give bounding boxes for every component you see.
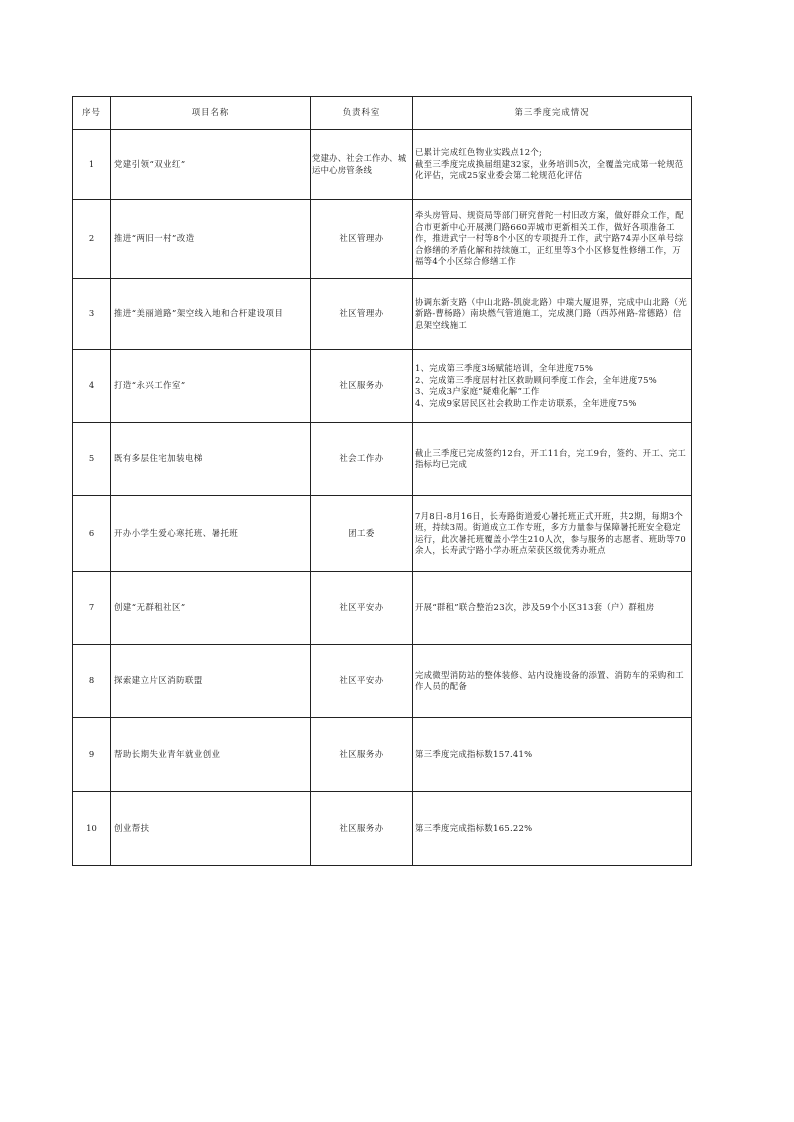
table-row bbox=[73, 200, 692, 279]
row-no: 6 bbox=[73, 496, 111, 572]
row-department: 社区管理办 bbox=[311, 200, 413, 279]
row-status bbox=[413, 792, 692, 866]
row-status bbox=[413, 200, 692, 279]
row-department: 社区服务办 bbox=[311, 792, 413, 866]
table-row bbox=[73, 279, 692, 350]
row-project-name: 创业帮扶 bbox=[111, 792, 311, 866]
row-department: 社区服务办 bbox=[311, 350, 413, 423]
row-status bbox=[413, 350, 692, 423]
header-q3-status: 第三季度完成情况 bbox=[413, 97, 692, 130]
row-no: 8 bbox=[73, 645, 111, 718]
row-status bbox=[413, 718, 692, 792]
status-line: 截至三季度完成换届组建32家，业务培训5次，全覆盖完成第一轮规范化评估，完成25家业委会第二轮规范化评估 bbox=[415, 158, 684, 181]
status-line: 第三季度完成指标数165.22% bbox=[415, 822, 533, 833]
row-status bbox=[413, 645, 692, 718]
table-row bbox=[73, 572, 692, 645]
row-status bbox=[413, 279, 692, 350]
status-line: 第三季度完成指标数157.41% bbox=[415, 748, 533, 759]
status-line: 截止三季度已完成签约12台，开工11台，完工9台，签约、开工、完工指标均已完成 bbox=[415, 447, 687, 469]
table-row bbox=[73, 423, 692, 496]
status-line: 7月8日-8月16日，长寿路街道爱心暑托班正式开班，共2期，每期3个班，持续3周。街道成立工作专班，多方力量参与保障暑托班安全稳定运行，此次暑托班覆盖小学生210人次，参与服务的志愿者、班助等70余人，长寿武宁路小学办班点荣获区级优秀办班点 bbox=[415, 510, 687, 555]
status-line: 2、完成第三季度居村社区救助顾问季度工作会，全年进度75% bbox=[415, 374, 658, 385]
row-project-name: 党建引领“双业红” bbox=[111, 130, 311, 200]
row-project-name: 推进“美丽道路”架空线入地和合杆建设项目 bbox=[111, 279, 311, 350]
table-header-row bbox=[73, 97, 692, 130]
status-line: 协调东新支路（中山北路-凯旋北路）中瑞大厦退界，完成中山北路（光新路-曹杨路）南块燃气管道施工，完成澳门路（西苏州路-常德路）信息架空线施工 bbox=[415, 296, 688, 330]
row-project-name: 创建“无群租社区” bbox=[111, 572, 311, 645]
header-department: 负责科室 bbox=[311, 97, 413, 130]
row-no: 9 bbox=[73, 718, 111, 792]
row-department: 社会工作办 bbox=[311, 423, 413, 496]
row-no: 1 bbox=[73, 130, 111, 200]
status-line: 3、完成3户家庭“疑难化解”工作 bbox=[415, 386, 540, 396]
row-status bbox=[413, 572, 692, 645]
table-row bbox=[73, 645, 692, 718]
row-no: 2 bbox=[73, 200, 111, 279]
row-project-name: 推进“两旧一村”改造 bbox=[111, 200, 311, 279]
status-line: 牵头房管局、规资局等部门研究普陀一村旧改方案，做好群众工作，配合市更新中心开展澳门路660弄城市更新相关工作，做好各项准备工作，推进武宁一村等8个小区的专项提升工作，武宁路74弄小区单号综合修缮的矛盾化解和持续施工，正红里等3个小区修复性修缮工作，万福等4个小区综合修缮工作 bbox=[415, 210, 684, 267]
row-status bbox=[413, 496, 692, 572]
row-department: 社区平安办 bbox=[311, 572, 413, 645]
row-project-name: 帮助长期失业青年就业创业 bbox=[111, 718, 311, 792]
table-row bbox=[73, 130, 692, 200]
row-no: 10 bbox=[73, 792, 111, 866]
table-row bbox=[73, 718, 692, 792]
row-project-name: 开办小学生爱心寒托班、暑托班 bbox=[111, 496, 311, 572]
status-line: 已累计完成红色物业实践点12个; bbox=[415, 147, 543, 158]
row-status bbox=[413, 130, 692, 200]
status-line: 开展“群租”联合整治23次，涉及59个小区313套（户）群租房 bbox=[415, 602, 655, 613]
row-department: 社区平安办 bbox=[311, 645, 413, 718]
row-no: 3 bbox=[73, 279, 111, 350]
row-project-name: 既有多层住宅加装电梯 bbox=[111, 423, 311, 496]
progress-table bbox=[72, 96, 692, 866]
table-row bbox=[73, 792, 692, 866]
header-no: 序号 bbox=[73, 97, 111, 130]
row-department: 社区服务办 bbox=[311, 718, 413, 792]
table-row bbox=[73, 496, 692, 572]
row-no: 7 bbox=[73, 572, 111, 645]
row-department: 党建办、社会工作办、城运中心房管条线 bbox=[311, 130, 413, 200]
row-project-name: 探索建立片区消防联盟 bbox=[111, 645, 311, 718]
status-line: 完成微型消防站的整体装修、站内设施设备的添置、消防车的采购和工作人员的配备 bbox=[415, 669, 684, 691]
row-no: 5 bbox=[73, 423, 111, 496]
table-row bbox=[73, 350, 692, 423]
header-project-name: 项目名称 bbox=[111, 97, 311, 130]
status-line: 1、完成第三季度3场赋能培训，全年进度75% bbox=[415, 363, 594, 373]
row-project-name: 打造“永兴工作室” bbox=[111, 350, 311, 423]
row-no: 4 bbox=[73, 350, 111, 423]
row-status bbox=[413, 423, 692, 496]
row-department: 社区管理办 bbox=[311, 279, 413, 350]
row-department: 团工委 bbox=[311, 496, 413, 572]
status-line: 4、完成9家居民区社会救助工作走访联系，全年进度75% bbox=[415, 397, 637, 408]
